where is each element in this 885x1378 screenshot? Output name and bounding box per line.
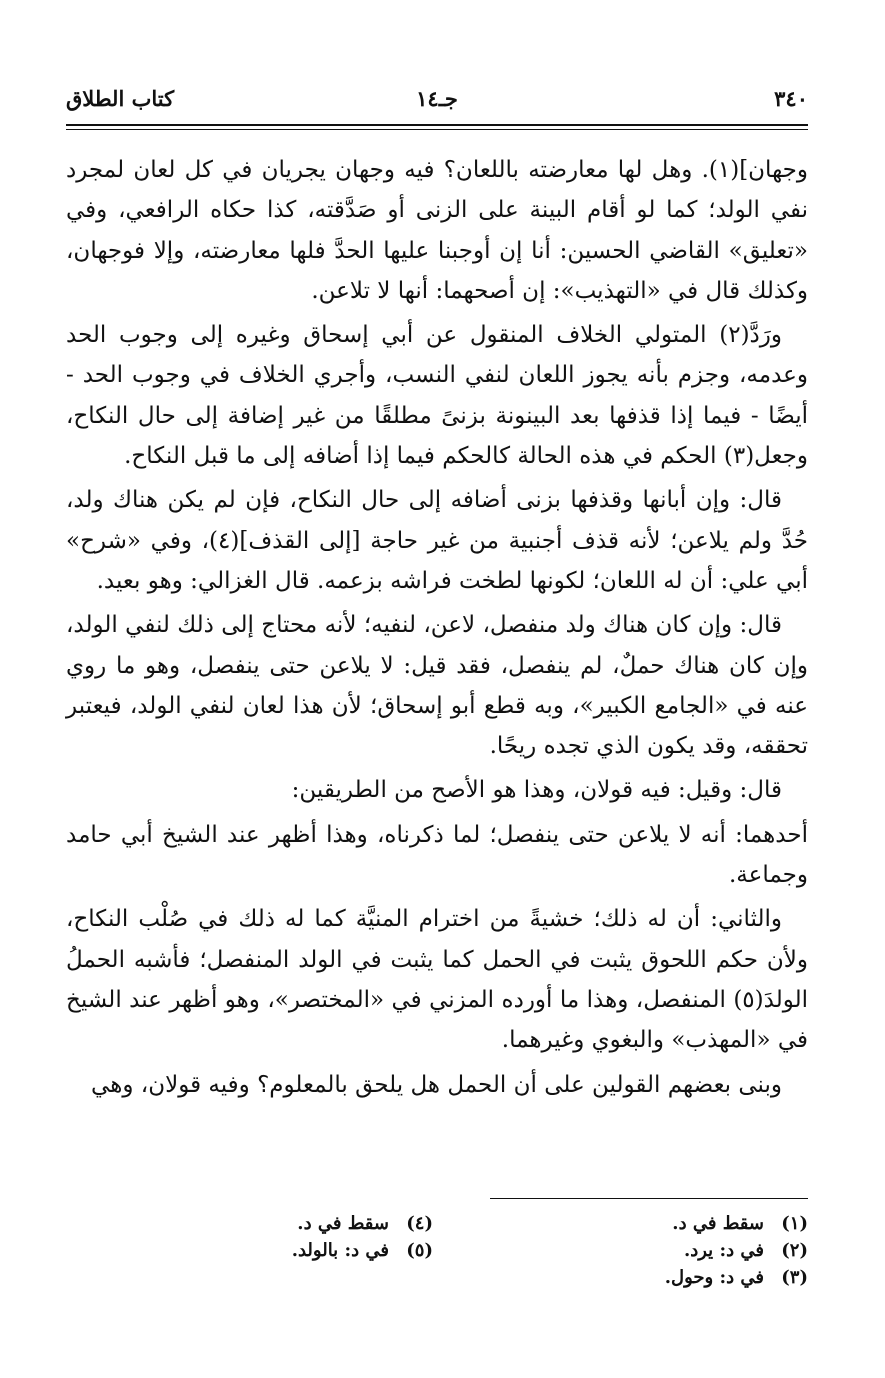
footnote-text: في د: يرد.	[683, 1240, 764, 1261]
paragraph: ورَدَّ(٢) المتولي الخلاف المنقول عن أبي إسحاق وغيره إلى وجوب الحد وعدمه، وجزم بأنه يجوز اللعان لنفي النسب، وأجري الخلاف في وجوب الحد - أيضًا - فيما إذا قذفها بعد البينونة بزنىً مطلقًا من غير إضافة إلى حال النكاح، وجعل(٣) الحكم في هذه الحالة كالحكم فيما إذا أضافه إلى ما قبل النكاح.	[66, 322, 808, 470]
main-text	[66, 150, 808, 1109]
paragraph: قال: وإن أبانها وقذفها بزنى أضافه إلى حال النكاح، فإن لم يكن هناك ولد، حُدَّ ولم يلاعن؛ لأنه قذف أجنبية من غير حاجة [إلى القذف](٤)، وفي «شرح» أبي علي: أن له اللعان؛ لكونها لطخت فراشه بزعمه. قال الغزالي: وهو بعيد.	[66, 487, 808, 594]
footnote-text: سقط في د.	[297, 1213, 389, 1234]
footnote	[478, 1237, 808, 1264]
running-header	[66, 86, 808, 120]
header-rule-thick	[66, 124, 808, 126]
footnote-number: (٢)	[781, 1240, 808, 1261]
book-title: كتاب الطلاق	[66, 86, 175, 111]
footnote-number: (١)	[781, 1213, 808, 1234]
footnote-number: (٤)	[406, 1213, 433, 1234]
header-rule-thin	[66, 129, 808, 130]
footnote	[103, 1237, 433, 1264]
footnote-text: في د: وحول.	[664, 1267, 764, 1288]
paragraph: أحدهما: أنه لا يلاعن حتى ينفصل؛ لما ذكرناه، وهذا أظهر عند الشيخ أبي حامد وجماعة.	[66, 821, 808, 889]
footnote-text: في د: بالولد.	[291, 1240, 389, 1261]
footnote-text: سقط في د.	[672, 1213, 764, 1234]
footnotes-right-column	[478, 1210, 808, 1291]
paragraph: قال: وقيل: فيه قولان، وهذا هو الأصح من الطريقين:	[291, 777, 782, 804]
paragraph: وبنى بعضهم القولين على أن الحمل هل يلحق بالمعلوم؟ وفيه قولان، وهي	[91, 1071, 782, 1098]
footnote	[103, 1210, 433, 1237]
paragraph: قال: وإن كان هناك ولد منفصل، لاعن، لنفيه؛ لأنه محتاج إلى ذلك لنفي الولد، وإن كان هناك حملٌ، لم ينفصل، فقد قيل: لا يلاعن حتى ينفصل، وهو ما روي عنه في «الجامع الكبير»، وبه قطع أبو إسحاق؛ لأن هذا لعان لنفي الولد، فيعتبر تحققه، وقد يكون الذي تجده ريحًا.	[66, 612, 808, 760]
footnote	[478, 1210, 808, 1237]
volume-number: جـ١٤	[416, 86, 458, 111]
paragraph: والثاني: أن له ذلك؛ خشيةً من اخترام المنيَّة كما له ذلك في صُلْب النكاح، ولأن حكم اللحوق يثبت في الحمل كما يثبت في الولد المنفصل؛ فأشبه الحملُ الولدَ(٥) المنفصل، وهذا ما أورده المزني في «المختصر»، وهو أظهر عند الشيخ في «المهذب» والبغوي وغيرهما.	[66, 906, 808, 1054]
footnote-number: (٣)	[781, 1267, 808, 1288]
footnote-number: (٥)	[406, 1240, 433, 1261]
page-number: ٣٤٠	[774, 86, 808, 111]
footnote-rule	[490, 1198, 808, 1199]
footnote	[478, 1264, 808, 1291]
paragraph: وجهان](١). وهل لها معارضته باللعان؟ فيه وجهان يجريان في كل لعان لمجرد نفي الولد؛ كما لو أقام البينة على الزنى أو صَدَّقته، كذا حكاه الرافعي، وفي «تعليق» القاضي الحسين: أنا إن أوجبنا عليها الحدَّ فلها معارضته، وإلا فوجهان، وكذلك قال في «التهذيب»: إن أصحهما: أنها لا تلاعن.	[66, 157, 808, 304]
footnotes-left-column	[103, 1210, 433, 1264]
footnotes	[66, 1210, 808, 1310]
